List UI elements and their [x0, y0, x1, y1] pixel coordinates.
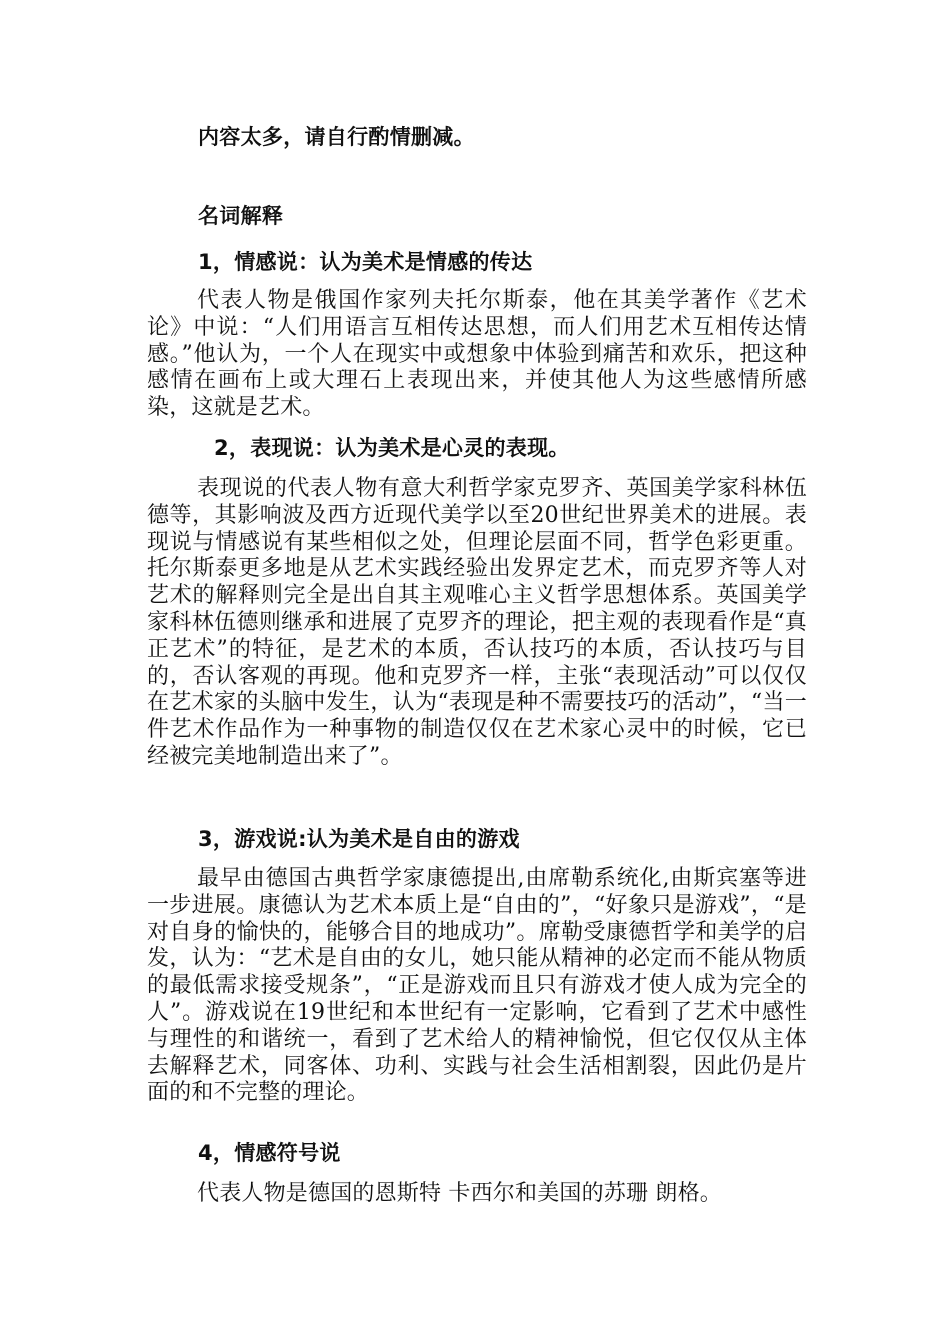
- paragraph-emotional-symbol-theory: 代表人物是德国的恩斯特 卡西尔和美国的苏珊 朗格。: [197, 1181, 722, 1206]
- heading-emotional-symbol-theory: 4，情感符号说: [198, 1141, 341, 1165]
- paragraph-play-theory: 最早由德国古典哲学家康德提出,由席勒系统化,由斯宾塞等进一步进展。康德认为艺术本质上是“自由的”，“好象只是游戏”，“是对自身的愉快的，能够合目的地成功”。席勒受康德哲学和美学的启发，认为：“艺术是自由的女儿，她只能从精神的必定而不能从物质的最低需求接受规条”，“正是游戏而且只有游戏才使人成为完全的人”。游戏说在19世纪和本世纪有一定影响，它看到了艺术中感性与理性的和谐统一，看到了艺术给人的精神愉悦，但它仅仅从主体去解释艺术，同客体、功利、实践与社会生活相割裂，因此仍是片面的和不完整的理论。: [147, 866, 807, 1106]
- heading-emotion-theory: 1，情感说：认为美术是情感的传达: [198, 250, 533, 274]
- heading-play-theory: 3，游戏说:认为美术是自由的游戏: [198, 827, 520, 851]
- section-title: 名词解释: [198, 204, 284, 228]
- heading-expression-theory: 2，表现说：认为美术是心灵的表现。: [214, 436, 570, 460]
- paragraph-expression-theory: 表现说的代表人物有意大利哲学家克罗齐、英国美学家科林伍德等，其影响波及西方近现代美学以至20世纪世界美术的进展。表现说与情感说有某些相似之处，但理论层面不同，哲学色彩更重。托尔斯泰更多地是从艺术实践经验出发界定艺术，而克罗齐等人对艺术的解释则完全是出自其主观唯心主义哲学思想体系。英国美学家科林伍德则继承和进展了克罗齐的理论，把主观的表现看作是“真正艺术”的特征，是艺术的本质，否认技巧的本质，否认技巧与目的，否认客观的再现。他和克罗齐一样，主张“表现活动”可以仅仅在艺术家的头脑中发生，认为“表现是种不需要技巧的活动”，“当一件艺术作品作为一种事物的制造仅仅在艺术家心灵中的时候，它已经被完美地制造出来了”。: [147, 476, 807, 769]
- editor-note: 内容太多，请自行酌情删减。: [198, 125, 475, 149]
- paragraph-emotion-theory: 代表人物是俄国作家列夫托尔斯泰，他在其美学著作《艺术论》中说：“人们用语言互相传达思想，而人们用艺术互相传达情感。”他认为，一个人在现实中或想象中体验到痛苦和欢乐，把这种感情在画布上或大理石上表现出来，并使其他人为这些感情所感染，这就是艺术。: [147, 288, 807, 421]
